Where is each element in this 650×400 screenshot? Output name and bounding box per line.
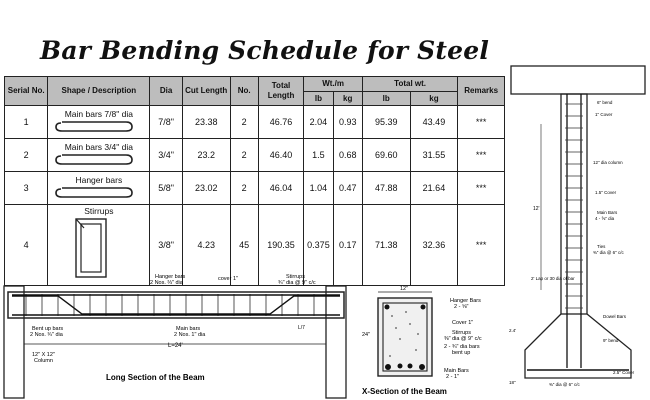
cell-total-length: 46.04 — [258, 172, 304, 205]
cell-tot-lb: 47.88 — [362, 172, 410, 205]
header-shape: Shape / Description — [48, 77, 150, 106]
cell-wt-kg: 0.68 — [333, 139, 362, 172]
depth-label: 24" — [362, 332, 371, 338]
header-tot-kg: kg — [410, 92, 458, 106]
cell-shape — [48, 172, 150, 205]
main-bars-label: Main Bars — [597, 210, 618, 215]
table-row — [5, 139, 505, 172]
cell-cut-length: 23.02 — [182, 172, 230, 205]
column-sub: Column — [34, 358, 53, 364]
cell-cut-length: 23.2 — [182, 139, 230, 172]
main-bars-sub: 4 - ⅝" dia — [595, 216, 615, 221]
cell-wt-kg: 0.17 — [333, 205, 362, 286]
header-tot-lb: lb — [362, 92, 410, 106]
hanger-bar-shape-icon — [48, 185, 140, 201]
cover-label: cover 1" — [218, 276, 238, 282]
header-no: No. — [230, 77, 258, 106]
hanger-bar-dot — [385, 305, 390, 310]
cell-dia: 5/8" — [150, 172, 183, 205]
cell-wt-kg: 0.47 — [333, 172, 362, 205]
bend-9-label: 9" bend — [603, 338, 619, 343]
cell-tot-kg: 21.64 — [410, 172, 458, 205]
cell-total-length: 190.35 — [258, 205, 304, 286]
bottom-label: 18" — [509, 380, 516, 385]
shape-label: Hanger bars — [75, 174, 123, 185]
column-dia-label: 12" dia column — [593, 160, 623, 165]
column-section-drawing — [505, 60, 650, 400]
main-label: Main Bars — [444, 368, 469, 374]
width-label: 12" — [400, 286, 409, 292]
cell-serial: 4 — [5, 205, 48, 286]
cell-wt-lb: 1.5 — [304, 139, 333, 172]
cover-label: 1.5" Cover — [595, 190, 617, 195]
cover-25-label: 2.5" Cover — [613, 370, 635, 375]
cell-dia: 3/8" — [150, 205, 183, 286]
cross-section-drawing — [360, 284, 500, 400]
header-dia: Dia — [150, 77, 183, 106]
page-title: Bar Bending Schedule for Steel — [40, 36, 490, 65]
cell-no: 2 — [230, 139, 258, 172]
bentup-bar-dot — [408, 364, 413, 369]
hanger-label: Hanger Bars — [450, 298, 481, 304]
cell-tot-lb: 71.38 — [362, 205, 410, 286]
x-section-caption: X-Section of the Beam — [362, 387, 447, 396]
cell-cut-length: 4.23 — [182, 205, 230, 286]
bentup-label: Bent up bars — [32, 326, 64, 332]
stirrups-label: Stirrups — [452, 330, 471, 336]
cell-total-length: 46.76 — [258, 106, 304, 139]
cell-remarks: *** — [458, 205, 505, 286]
cell-cut-length: 23.38 — [182, 106, 230, 139]
header-remarks: Remarks — [458, 77, 505, 106]
hanger-bar-dot — [421, 305, 426, 310]
hanger-sub: 2 Nos. ⅔" dia — [150, 280, 183, 286]
footing-label: 2.4' — [509, 328, 517, 333]
ties-sub: ⅜" dia @ 6" c/c — [593, 250, 624, 255]
cell-tot-lb: 95.39 — [362, 106, 410, 139]
header-cut-length: Cut Length — [182, 77, 230, 106]
stirrups-sub: ⅜" dia @ 9" c/c — [444, 336, 482, 342]
bentup-bar-dot — [398, 364, 403, 369]
cell-serial: 2 — [5, 139, 48, 172]
bentup-sub: bent up — [452, 350, 471, 356]
cell-dia: 3/4" — [150, 139, 183, 172]
cover-label: 1" Cover — [595, 112, 613, 117]
column-shaft — [561, 94, 587, 314]
header-wt-m: Wt./m — [304, 77, 363, 92]
bar-bending-table — [4, 76, 505, 286]
left-column — [4, 286, 24, 398]
header-serial: Serial No. — [5, 77, 48, 106]
cell-shape — [48, 106, 150, 139]
main-bar-shape-icon — [48, 119, 140, 135]
cell-wt-lb: 2.04 — [304, 106, 333, 139]
beam-cross-section — [378, 298, 432, 376]
table-row — [5, 172, 505, 205]
length-label: L=24' — [168, 343, 183, 349]
stirrup-shape-icon — [48, 216, 140, 280]
cell-no: 2 — [230, 172, 258, 205]
bent-up-bar-line — [12, 296, 340, 314]
cell-dia: 7/8" — [150, 106, 183, 139]
cell-no: 2 — [230, 106, 258, 139]
cell-total-length: 46.40 — [258, 139, 304, 172]
cell-no: 45 — [230, 205, 258, 286]
main-bar-shape-icon — [48, 152, 140, 168]
cell-wt-kg: 0.93 — [333, 106, 362, 139]
long-section-drawing — [0, 272, 360, 400]
shape-label: Stirrups — [84, 206, 114, 216]
cell-wt-lb: 0.375 — [304, 205, 333, 286]
height-label: 12' — [533, 206, 540, 212]
cell-tot-kg: 32.36 — [410, 205, 458, 286]
main-label: Main bars — [176, 326, 201, 332]
footing-outline — [525, 314, 631, 378]
bentup-sub: 2 Nos. ¾" dia — [30, 332, 63, 338]
table-row — [5, 106, 505, 139]
top-slab — [511, 66, 645, 94]
bend-label: 6" bend — [597, 100, 613, 105]
ties-label: Ties — [597, 244, 606, 249]
cell-tot-kg: 31.55 — [410, 139, 458, 172]
hanger-sub: 2 - ⅝" — [454, 304, 469, 310]
right-column — [326, 286, 346, 398]
stirrups-label: Stirrups — [286, 274, 305, 280]
long-section-caption: Long Section of the Beam — [106, 373, 205, 382]
cell-serial: 1 — [5, 106, 48, 139]
header-wt-kg: kg — [333, 92, 362, 106]
cell-wt-lb: 1.04 — [304, 172, 333, 205]
cell-tot-lb: 69.60 — [362, 139, 410, 172]
header-total-length: Total Length — [258, 77, 304, 106]
main-sub: 2 - 1" — [446, 374, 459, 380]
bottom-sub: ⅜" dia @ 6" c/c — [549, 382, 580, 387]
hanger-label: Hanger bars — [155, 274, 186, 280]
cell-serial: 3 — [5, 172, 48, 205]
cover-label: Cover 1" — [452, 320, 474, 326]
cell-remarks: *** — [458, 172, 505, 205]
header-total-wt: Total wt. — [362, 77, 457, 92]
cell-tot-kg: 43.49 — [410, 106, 458, 139]
cell-remarks: *** — [458, 139, 505, 172]
shape-label: Main bars 7/8" dia — [64, 108, 133, 119]
main-sub: 2 Nos. 1" dia — [174, 332, 206, 338]
main-bar-dot — [385, 364, 391, 370]
cell-remarks: *** — [458, 106, 505, 139]
lap-label: 2' Lap or 30 dia of bar — [531, 276, 575, 281]
stirrups-sub: ¾" dia @ 9" c/c — [278, 280, 316, 286]
shape-label: Main bars 3/4" dia — [64, 141, 133, 152]
bentup-label: 2 - ¾" dia bars — [444, 344, 480, 350]
dowel-label: Dowel Bars — [603, 314, 627, 319]
column-label: 12" X 12" — [32, 352, 55, 358]
offset-label: L/7 — [298, 325, 305, 331]
cell-shape — [48, 139, 150, 172]
main-bar-dot — [419, 364, 425, 370]
header-wt-lb: lb — [304, 92, 333, 106]
